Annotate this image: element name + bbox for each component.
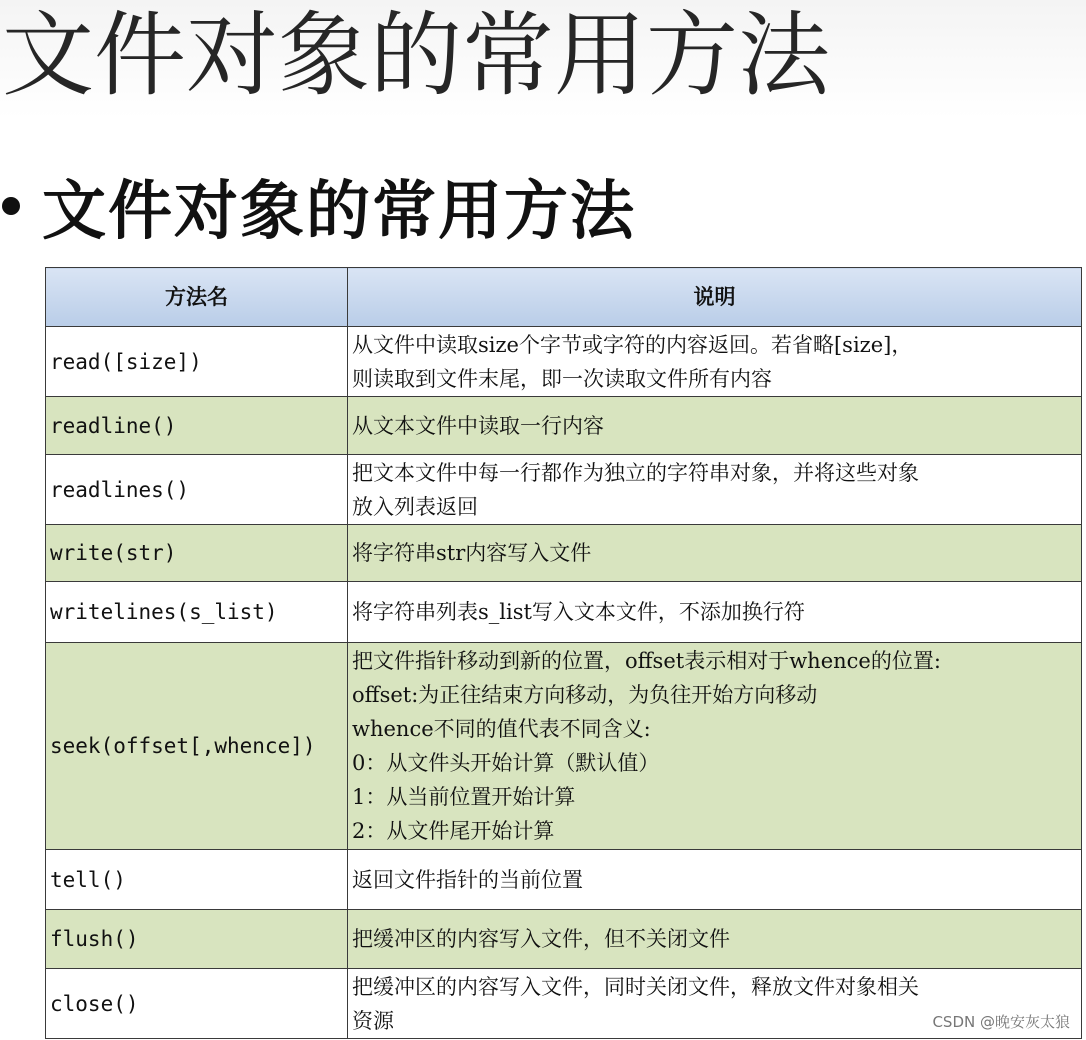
bullet-heading-text: 文件对象的常用方法 bbox=[42, 175, 636, 249]
table-row bbox=[46, 969, 1082, 1039]
table-row bbox=[46, 525, 1082, 582]
method-desc: 把缓冲区的内容写入文件，同时关闭文件，释放文件对象相关 资源 bbox=[348, 969, 1082, 1039]
table-row bbox=[46, 455, 1082, 525]
method-name: tell() bbox=[46, 850, 348, 910]
method-name: close() bbox=[46, 969, 348, 1039]
bullet-dot-icon bbox=[2, 197, 20, 215]
method-name: flush() bbox=[46, 910, 348, 969]
method-desc: 把文本文件中每一行都作为独立的字符串对象，并将这些对象 放入列表返回 bbox=[348, 455, 1082, 525]
header-method-name: 方法名 bbox=[46, 268, 348, 327]
method-name: readline() bbox=[46, 397, 348, 455]
method-desc: 从文本文件中读取一行内容 bbox=[348, 397, 1082, 455]
method-name: read([size]) bbox=[46, 327, 348, 397]
header-description: 说明 bbox=[348, 268, 1082, 327]
method-desc: 返回文件指针的当前位置 bbox=[348, 850, 1082, 910]
slide-title-bar bbox=[0, 0, 1086, 118]
method-desc: 把文件指针移动到新的位置，offset表示相对于whence的位置: offset:为正往结束方向移动，为负往开始方向移动 whence不同的值代表不同含义: 0：从文件头开始计算（默认值） 1：从当前位置开始计算 2：从文件尾开始计算 bbox=[348, 643, 1082, 850]
method-name: writelines(s_list) bbox=[46, 582, 348, 643]
method-desc: 从文件中读取size个字节或字符的内容返回。若省略[size]， 则读取到文件末尾，即一次读取文件所有内容 bbox=[348, 327, 1082, 397]
method-name: seek(offset[,whence]) bbox=[46, 643, 348, 850]
table-row bbox=[46, 643, 1082, 850]
table-row bbox=[46, 850, 1082, 910]
methods-table bbox=[45, 267, 1082, 1039]
method-desc: 将字符串str内容写入文件 bbox=[348, 525, 1082, 582]
watermark: CSDN @晚安灰太狼 bbox=[932, 1013, 1070, 1031]
table-row bbox=[46, 327, 1082, 397]
slide-title: 文件对象的常用方法 bbox=[2, 2, 831, 109]
method-name: readlines() bbox=[46, 455, 348, 525]
method-desc: 把缓冲区的内容写入文件，但不关闭文件 bbox=[348, 910, 1082, 969]
method-name: write(str) bbox=[46, 525, 348, 582]
bullet-heading bbox=[0, 166, 636, 249]
table-header-row bbox=[46, 268, 1082, 327]
method-desc: 将字符串列表s_list写入文本文件，不添加换行符 bbox=[348, 582, 1082, 643]
table-row bbox=[46, 397, 1082, 455]
table-row bbox=[46, 910, 1082, 969]
table-row bbox=[46, 582, 1082, 643]
